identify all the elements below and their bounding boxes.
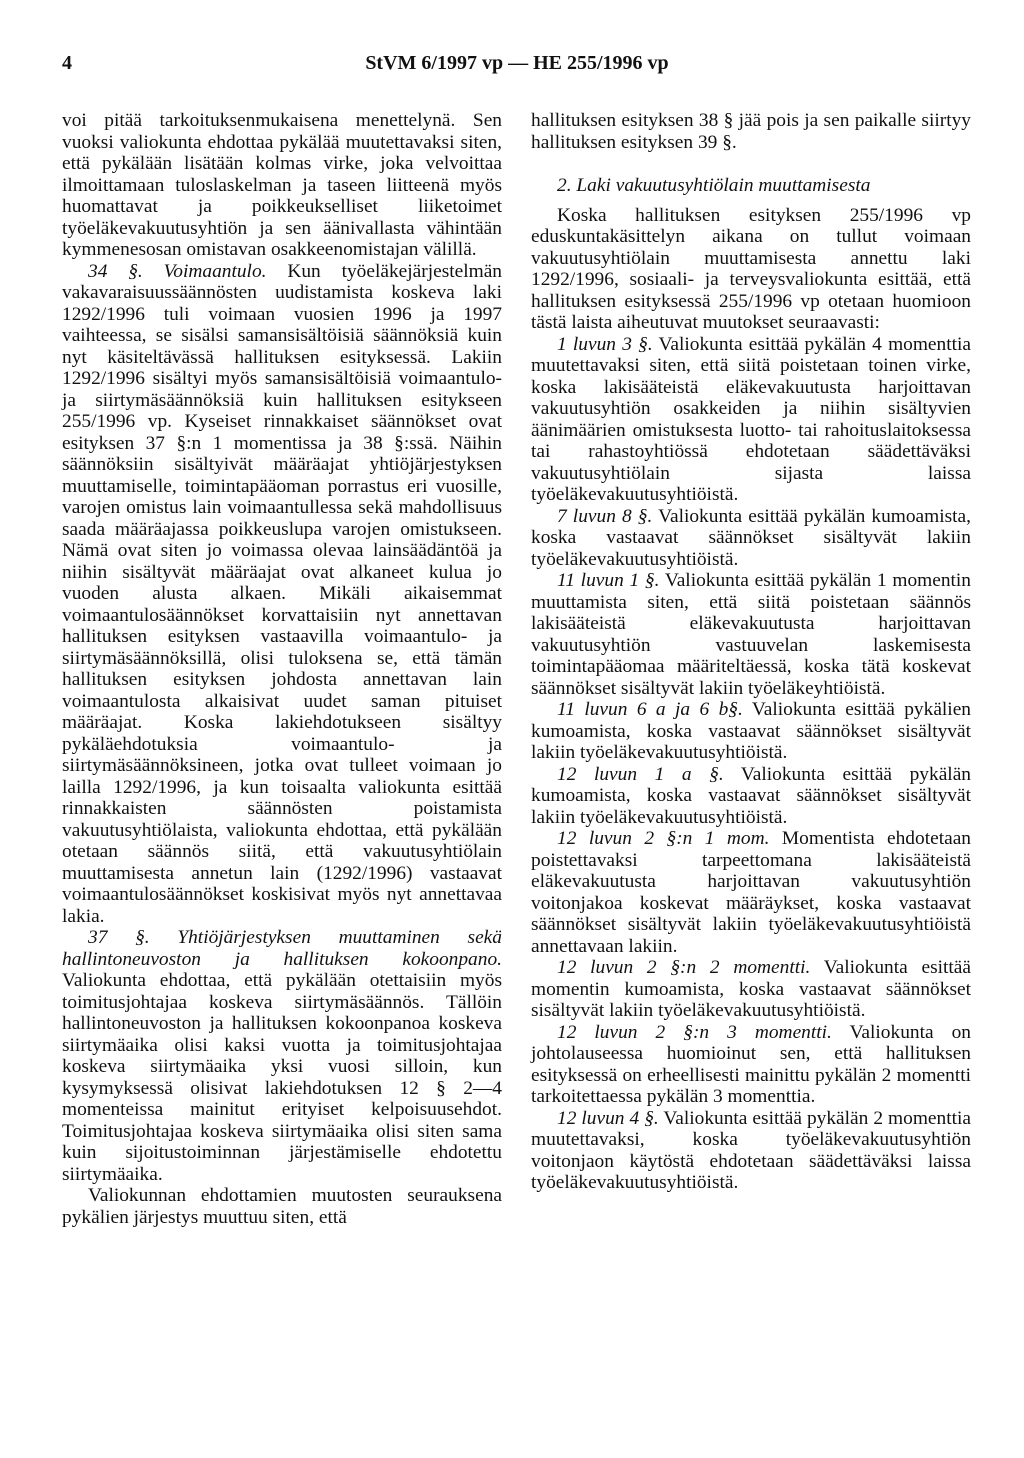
paragraph [531,764,971,829]
paragraph-text: Valiokunta ehdottaa, että pykälään otettaisiin myös toimitusjohtajaa koskeva siirtymäsäännös. Tällöin hallintoneuvoston ja hallituksen kokoonpanoa koskeva siirtymäaika olisi kaksi vuotta ja toimitusjohtajaa koskeva siirtymäaika yksi vuosi silloin, kun kysymyksessä olisivat lakiehdotuksen 12 § 2—4 momenteissa mainitut erityiset kelpoisuusehdot. Toimitusjohtajaa koskeva siirtymäaika olisi siten sama kuin sijoitustoiminnan järjestämiselle ehdotettu siirtymäaika. [62,970,502,1185]
section-heading: 12 luvun 4 §. [557,1107,659,1129]
paragraph-text: Kun työeläkejärjestelmän vakavaraisuussäännösten uudistamista koskeva laki 1292/1996 tuli voimaan vuosien 1996 ja 1997 vaihteessa, se sisälsi samansisältöisiä säännöksiä kuin nyt käsiteltävässä hallituksen esityksessä. Lakiin 1292/1996 sisältyi myös samansisältöisiä voimaantulo- ja siirtymäsäännöksiä kuin hallituksen esitykseen 255/1996 vp. Kyseiset rinnakkaiset säännökset ovat esityksen 37 §:n 1 momentissa ja 38 §:ssä. Näihin säännöksiin sisältyivät määräajat yhtiöjärjestyksen muuttamiselle, toimintapääoman porrastus eri vuosille, varojen omistus lain voimaantullessa sekä mahdollisuus saada määräajassa poikkeuslupa varojen omistukseen. Nämä ovat siten jo voimassa olevaa lainsäädäntöä ja niihin sisältyvät määräajat ovat alkaneet kulua jo vuoden alusta alkaen. Mikäli aikaisemmat voimaantulosäännökset korvattaisiin nyt annettavan hallituksen esityksen vastaavilla voimaantulo- ja siirtymäsäännöksillä, olisi tuloksena se, että tämän hallituksen esityksen johdosta annettavan lain voimaantulosta alkaisivat uudet saman pituiset määräajat. Koska lakiehdotukseen sisältyy pykäläehdotuksia voimaantulo- ja siirtymäsäännöksineen, jotka ovat tulleet voimaan jo lailla 1292/1996, ja kun toisaalta valiokunta esittää rinnakkaisten säännösten poistamista vakuutusyhtiölaista, valiokunta ehdottaa, että pykälään otetaan säännös siitä, että vakuutusyhtiölain muuttamisesta annetun lain (1292/1996) vastaavat voimaantulosäännökset koskisivat myös nyt annettavaa lakia. [62,260,503,927]
paragraph [531,110,971,153]
section-heading: 12 luvun 2 §:n 2 momentti. [557,957,811,978]
section-heading: 12 luvun 2 §:n 3 momentti. [557,1021,832,1043]
paragraph [62,261,502,928]
paragraph [531,570,971,699]
paragraph-text: hallituksen esityksen 38 § jää pois ja sen paikalle siirtyy hallituksen esityksen 39 §. [531,110,971,153]
paragraph-text: Valiokunta esittää pykälän 2 momenttia muutettavaksi, koska työeläkevakuutusyhtiön voitonjaon käytöstä ehdotetaan säädettäväksi laissa työeläkevakuutusyhtiöistä. [531,1107,971,1193]
paragraph-text: Valiokunnan ehdottamien muutosten seurauksena pykälien järjestys muuttuu siten, että [62,1185,502,1228]
paragraph [531,506,971,571]
section-heading: 37 §. Yhtiöjärjestyksen muuttaminen sekä hallintoneuvoston ja hallituksen kokoonpano. [62,927,502,970]
paragraph [62,110,502,261]
paragraph-text: Momentista ehdotetaan poistettavaksi tarpeettomana lakisääteistä eläkevakuutusta harjoittavan vakuutusyhtiön voitonjakoa koskevat määräykset, koska vastaavat säännökset sisältyvät lakiin työeläkevakuutusyhtiöistä annettavaan lakiin. [531,828,971,957]
section-heading: 12 luvun 2 §:n 1 mom. [557,828,770,849]
paragraph-text: Valiokunta esittää pykälän 4 momenttia muutettavaksi siten, että siitä poistetaan toinen virke, koska lakisääteistä eläkevakuutusta harjoittavan vakuutusyhtiön osakkeiden ja niihin sisältyvien äänimäärien omistuksesta luotto- tai rahoituslaitoksessa tai rahastoyhtiössä ehdotetaan säädettäväksi vakuutusyhtiölain sijasta laissa työeläkevakuutusyhtiöistä. [531,333,971,505]
page-header [62,52,972,76]
section-heading: 12 luvun 1 a §. [557,763,724,785]
paragraph [531,1022,971,1108]
paragraph-text: Valiokunta esittää pykälän kumoamista, koska vastaavat säännökset sisältyvät lakiin työeläkevakuutusyhtiöistä. [531,505,972,570]
paragraph-text: voi pitää tarkoituksenmukaisena menettelynä. Sen vuoksi valiokunta ehdottaa pykälää muutettavaksi siten, että pykälään lisätään kolmas virke, joka velvoittaa ilmoittamaan tuloslaskelman ja taseen liitteenä myös huomattavat ja poikkeukselliset liiketoimet työeläkevakuutusyhtiön ja sen äänivallasta vähintään kymmenesosan omistavan osakkeenomistajan välillä. [62,110,502,260]
page-number: 4 [62,52,72,74]
paragraph [531,1108,971,1194]
paragraph-text: Valiokunta esittää pykälien kumoamista, koska vastaavat säännökset sisältyvät lakiin työeläkevakuutusyhtiöistä. [531,699,971,763]
paragraph [531,957,971,1022]
section-heading: 11 luvun 1 §. [557,570,660,591]
section-heading: 34 §. Voimaantulo. [88,260,267,282]
section-heading: 11 luvun 6 a ja 6 b§. [557,699,743,720]
paragraph-text: Valiokunta esittää momentin kumoamista, koska vastaavat säännökset sisältyvät lakiin työeläkevakuutusyhtiöistä. [531,957,971,1021]
law-section-heading: 2. Laki vakuutusyhtiölain muuttamisesta [557,175,871,196]
paragraph-text: Koska hallituksen esityksen 255/1996 vp eduskuntakäsittelyn aikana on tullut voimaan vakuutusyhtiölain muuttamisesta annettu laki 1292/1996, sosiaali- ja terveysvaliokunta esittää, että hallituksen esityksessä 255/1996 vp otetaan huomioon tästä laista aiheutuvat muutokset seuraavasti: [531,204,971,333]
paragraph-text: Valiokunta on johtolauseessa huomioinut sen, että hallituksen esityksessä on erheellisesti mainittu pykälän 2 momentti tarkoitettaessa pykälän 3 momenttia. [531,1021,972,1107]
paragraph [531,334,971,506]
left-column [62,110,502,1228]
paragraph [62,1185,502,1228]
section-heading: 1 luvun 3 §. [557,333,653,355]
section-heading: 7 luvun 8 §. [557,505,653,527]
paragraph-text: Valiokunta esittää pykälän 1 momentin muuttamista siten, että siitä poistetaan säännös lakisääteistä eläkevakuutusta harjoittavan vakuutusyhtiön vastuuvelan laskemisesta toimintapääomaa määriteltäessä, koska tätä koskevat säännökset sisältyvät lakiin työeläkeyhtiöistä. [531,570,972,699]
running-title: StVM 6/1997 vp — HE 255/1996 vp [365,52,669,74]
paragraph [531,699,971,764]
paragraph-text: Valiokunta esittää pykälän kumoamista, koska vastaavat säännökset sisältyvät lakiin työeläkevakuutusyhtiöistä. [531,763,971,828]
paragraph [62,927,502,1185]
paragraph [531,828,971,957]
paragraph [531,205,971,334]
right-column [531,110,971,1194]
